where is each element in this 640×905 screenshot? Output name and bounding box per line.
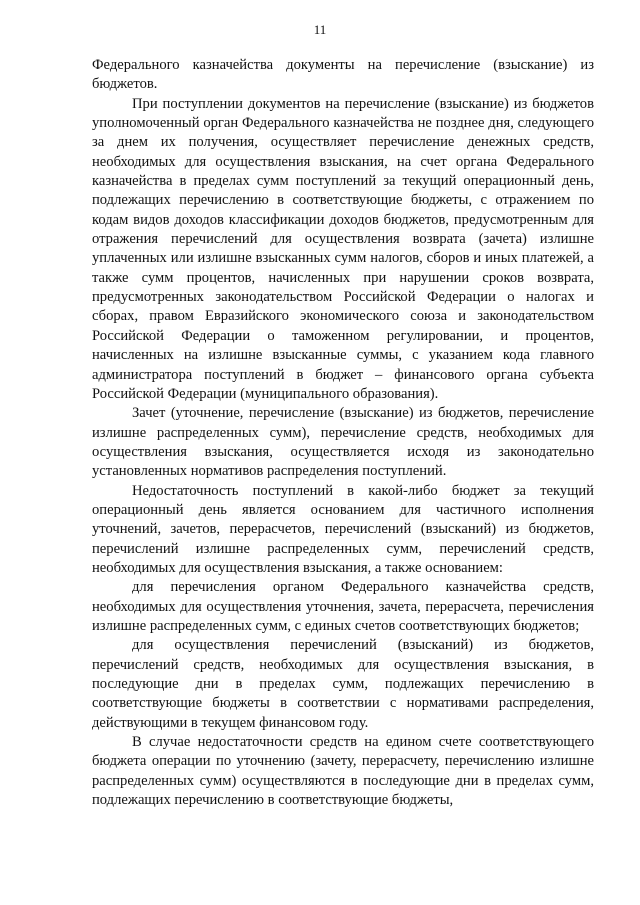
paragraph-single-account: В случае недостаточности средств на едином счете соответствующего бюджета операции по уточнению (зачету, перерасчету, перечислению излишне распределенных сумм) осуществляются в последующие дни в пределах сумм, подлежащих перечислению в соответствующие бюджеты, xyxy=(92,734,594,809)
page-number: 11 xyxy=(313,22,327,37)
paragraph-documents-receipt: При поступлении документов на перечисление (взыскание) из бюджетов уполномоченный орган Федерального казначейства не позднее дня, следующего за днем их получения, осуществляет перечисление денежных средств, необходимых для осуществления взыскания, на счет органа Федерального казначейства в пределах сумм поступлений за текущий операционный день, подлежащих перечислению в соответствующие бюджеты, с отражением по кодам видов доходов классификации доходов бюджетов, предусмотренным для отражения перечислений для осуществления возврата (зачета) излишне уплаченных или излишне взысканных сумм налогов, сборов и иных платежей, а также сумм процентов, начисленных при нарушении сроков возврата, предусмотренных законодательством Российской Федерации о налогах и сборах, правом Евразийского экономического союза и законодательством Российской Федерации о таможенном регулировании, и процентов, начисленных на излишне взысканные суммы, с указанием кода главного администратора поступлений в бюджет – финансового органа субъекта Российской Федерации (муниципального образования). xyxy=(92,95,594,402)
paragraph-collection-basis: для осуществления перечислений (взысканий) из бюджетов, перечислений средств, необходимых для осуществления взыскания, в последующие дни в пределах сумм, подлежащих перечислению в соответствующие бюджеты в соответствии с нормативами распределения, действующими в текущем финансовом году. xyxy=(92,637,594,731)
paragraph-continuation: Федерального казначейства документы на перечисление (взыскание) из бюджетов. xyxy=(92,57,594,93)
paragraph-offset: Зачет (уточнение, перечисление (взыскание) из бюджетов, перечисление излишне распределенных сумм), перечисление средств, необходимых для осуществления взыскания, осуществляется исходя из законодательно установленных нормативов распределения поступлений. xyxy=(92,405,594,480)
paragraph-insufficiency: Недостаточность поступлений в какой-либо бюджет за текущий операционный день является основанием для частичного исполнения уточнений, зачетов, перерасчетов, перечислений (взысканий) из бюджетов, перечислений излишне распределенных сумм, перечислений средств, необходимых для осуществления взыскания, а также основанием: xyxy=(92,482,594,576)
document-body xyxy=(92,56,594,810)
paragraph-transfer-basis: для перечисления органом Федерального казначейства средств, необходимых для осуществления уточнения, зачета, перерасчета, перечисления излишне распределенных сумм, с единых счетов соответствующих бюджетов; xyxy=(92,579,594,634)
